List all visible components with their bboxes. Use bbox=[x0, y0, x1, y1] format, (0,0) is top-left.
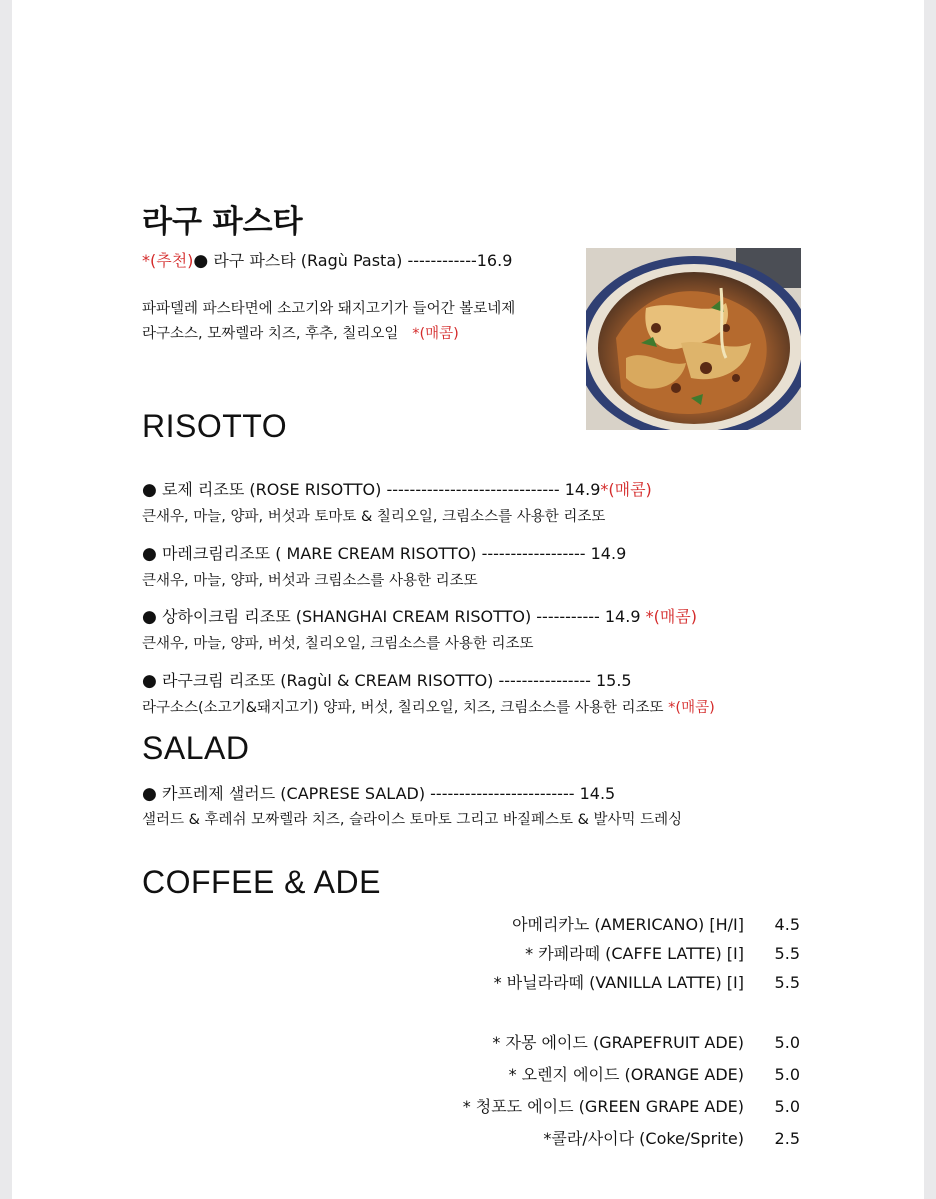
ade-name: * 청포도 에이드 (GREEN GRAPE ADE) bbox=[462, 1097, 744, 1116]
drink-price: 4.5 bbox=[774, 915, 800, 934]
ragu-item-line bbox=[142, 248, 512, 271]
drink-row bbox=[212, 941, 800, 970]
risotto-item-desc: 큰새우, 마늘, 양파, 버섯과 토마토 & 칠리오일, 크림소스를 사용한 리조또 bbox=[142, 509, 606, 525]
salad-item bbox=[142, 781, 615, 804]
spicy-badge: *(매콤) bbox=[645, 607, 697, 626]
risotto-item-desc: 큰새우, 마늘, 양파, 버섯, 칠리오일, 크림소스를 사용한 리조또 bbox=[142, 636, 534, 652]
bullet-icon: ● bbox=[142, 480, 157, 500]
risotto-item bbox=[142, 668, 632, 691]
drink-list bbox=[212, 912, 800, 999]
coffee-heading: COFFEE & ADE bbox=[142, 864, 381, 900]
ade-name: * 자몽 에이드 (GRAPEFRUIT ADE) bbox=[492, 1033, 744, 1052]
ragu-item-name: 라구 파스타 (Ragù Pasta) ------------16.9 bbox=[213, 251, 513, 270]
drink-name: 아메리카노 (AMERICANO) [H/I] bbox=[512, 915, 744, 934]
ragu-pasta-photo bbox=[586, 248, 801, 430]
ade-price: 5.0 bbox=[774, 1097, 800, 1116]
risotto-item-name: 로제 리조또 (ROSE RISOTTO) ------------------------------ 14.9 bbox=[161, 480, 601, 499]
ragu-desc-text: 라구소스, 모짜렐라 치즈, 후추, 칠리오일 bbox=[142, 326, 399, 342]
risotto-desc-text: 라구소스(소고기&돼지고기) 양파, 버섯, 칠리오일, 치즈, 크림소스를 사용한 리조또 bbox=[142, 700, 669, 716]
bullet-icon: ● bbox=[142, 607, 157, 627]
spicy-badge: *(매콤) bbox=[600, 480, 652, 499]
ragu-heading: 라구 파스타 bbox=[142, 204, 303, 240]
salad-item-name: 카프레제 샐러드 (CAPRESE SALAD) ------------------------- 14.5 bbox=[161, 784, 616, 803]
spicy-badge: *(매콤) bbox=[412, 326, 459, 342]
drink-row bbox=[212, 912, 800, 941]
recommend-badge: *(추천) bbox=[142, 251, 194, 270]
drink-price: 5.5 bbox=[774, 973, 800, 992]
risotto-item bbox=[142, 541, 626, 564]
ade-price: 2.5 bbox=[774, 1129, 800, 1148]
bullet-icon: ● bbox=[142, 544, 157, 564]
drink-row bbox=[212, 970, 800, 999]
drink-name: * 카페라떼 (CAFFE LATTE) [I] bbox=[525, 944, 744, 963]
ade-price: 5.0 bbox=[774, 1065, 800, 1084]
salad-heading: SALAD bbox=[142, 730, 250, 766]
drink-name: * 바닐라라떼 (VANILLA LATTE) [I] bbox=[493, 973, 744, 992]
ade-row bbox=[212, 1030, 800, 1062]
ade-name: *콜라/사이다 (Coke/Sprite) bbox=[543, 1129, 744, 1148]
risotto-item-desc: 큰새우, 마늘, 양파, 버섯과 크림소스를 사용한 리조또 bbox=[142, 573, 478, 589]
spicy-badge: *(매콤) bbox=[668, 700, 715, 716]
risotto-item-desc bbox=[142, 696, 715, 717]
drink-price: 5.5 bbox=[774, 944, 800, 963]
ade-list bbox=[212, 1030, 800, 1158]
ade-row bbox=[212, 1094, 800, 1126]
ragu-desc-line2 bbox=[142, 322, 459, 343]
bullet-icon: ● bbox=[193, 251, 209, 271]
ade-row bbox=[212, 1062, 800, 1094]
risotto-item bbox=[142, 477, 652, 500]
menu-page bbox=[12, 0, 924, 1199]
risotto-item bbox=[142, 604, 697, 627]
ragu-desc-line1: 파파델레 파스타면에 소고기와 돼지고기가 들어간 볼로네제 bbox=[142, 301, 516, 317]
ade-row bbox=[212, 1126, 800, 1158]
ade-name: * 오렌지 에이드 (ORANGE ADE) bbox=[508, 1065, 744, 1084]
risotto-item-name: 상하이크림 리조또 (SHANGHAI CREAM RISOTTO) ----------- 14.9 bbox=[161, 607, 646, 626]
risotto-item-name: 라구크림 리조또 (Ragùl & CREAM RISOTTO) ---------------- 15.5 bbox=[161, 671, 632, 690]
ade-price: 5.0 bbox=[774, 1033, 800, 1052]
bullet-icon: ● bbox=[142, 671, 157, 691]
bullet-icon: ● bbox=[142, 784, 157, 804]
risotto-item-name: 마레크림리조또 ( MARE CREAM RISOTTO) ------------------ 14.9 bbox=[161, 544, 627, 563]
risotto-heading: RISOTTO bbox=[142, 408, 288, 444]
salad-item-desc: 샐러드 & 후레쉬 모짜렐라 치즈, 슬라이스 토마토 그리고 바질페스토 & 발사믹 드레싱 bbox=[142, 812, 683, 828]
